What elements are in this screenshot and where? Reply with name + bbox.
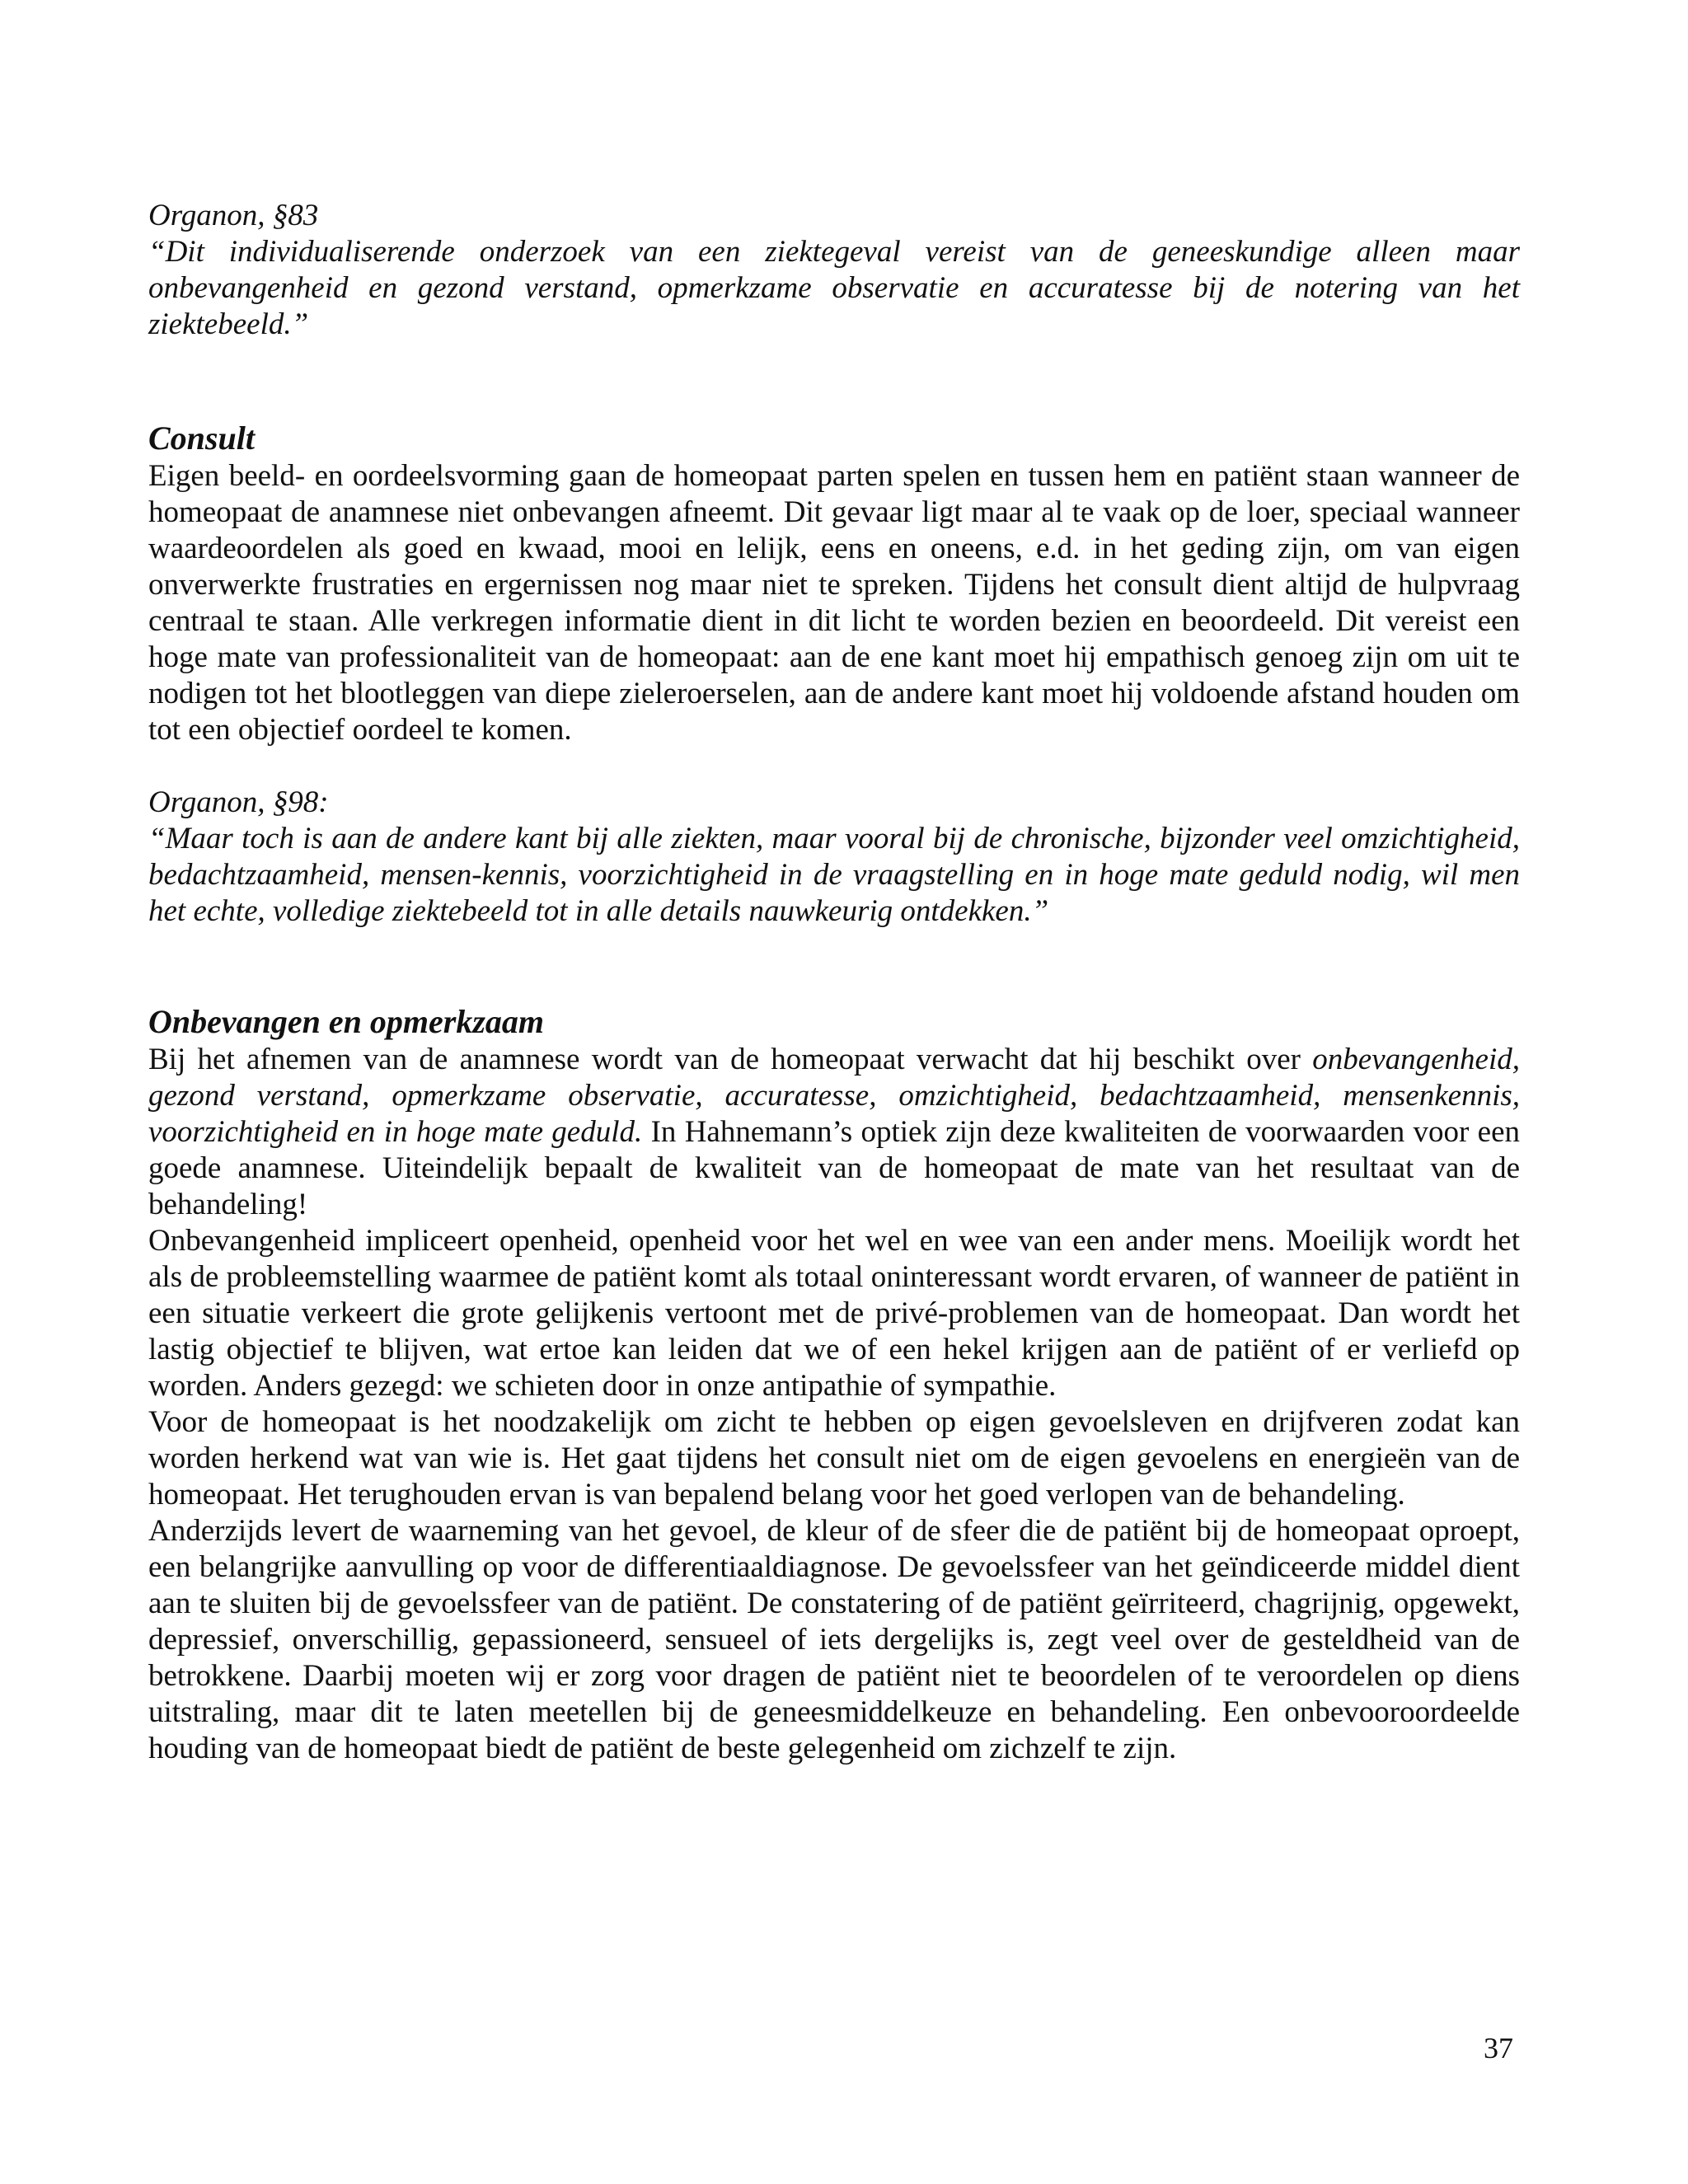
- onbevangen-paragraph-1: [148, 1042, 1520, 1223]
- paragraph-text: In Hahnemann’s optiek zijn deze kwaliteiten de voorwaarden voor een goede anamnese. Uiteindelijk bepaalt de kwaliteit van de homeopaat de mate van het resultaat van de behandeling!: [148, 1115, 1521, 1221]
- consult-paragraph: Eigen beeld- en oordeelsvorming gaan de homeopaat parten spelen en tussen hem en patiënt staan wanneer de homeopaat de anamnese niet onbevangen afneemt. Dit gevaar ligt maar al te vaak op de loer, speciaal wanneer waardeoordelen als goed en kwaad, mooi en lelijk, eens en oneens, e.d. in het geding zijn, om van eigen onverwerkte frustraties en ergernissen nog maar niet te spreken. Tijdens het consult dient altijd de hulpvraag centraal te staan. Alle verkregen informatie dient in dit licht te worden bezien en beoordeeld. Dit vereist een hoge mate van professionaliteit van de homeopaat: aan de ene kant moet hij empathisch genoeg zijn om uit te nodigen tot het blootleggen van diepe zieleroerselen, aan de andere kant moet hij voldoende afstand houden om tot een objectief oordeel te komen.: [148, 459, 1520, 747]
- quote-text: “Dit individualiserende onderzoek van een ziektegeval vereist van de geneeskundige alleen maar onbevangenheid en gezond verstand, opmerkzame observatie en accuratesse bij de notering van het ziektebeeld.”: [148, 235, 1520, 341]
- quote-reference: Organon, §98:: [148, 785, 329, 819]
- quote-reference: Organon, §83: [148, 199, 319, 232]
- quote-text: “Maar toch is aan de andere kant bij alle ziekten, maar vooral bij de chronische, bijzonder veel omzichtigheid, bedachtzaamheid, mensen-kennis, voorzichtigheid in de vraagstelling en in hoge mate geduld nodig, wil men het echte, volledige ziektebeeld tot in alle details nauwkeurig ontdekken.”: [148, 822, 1520, 928]
- onbevangen-paragraph-3: Voor de homeopaat is het noodzakelijk om zicht te hebben op eigen gevoelsleven en drijfveren zodat kan worden herkend wat van wie is. Het gaat tijdens het consult niet om de eigen gevoelens en energieën van de homeopaat. Het terughouden ervan is van bepalend belang voor het goed verlopen van de behandeling.: [148, 1405, 1520, 1511]
- page-number: 37: [1484, 2032, 1513, 2064]
- section-heading-onbevangen: Onbevangen en opmerkzaam: [148, 1003, 544, 1040]
- onbevangen-paragraph-4: Anderzijds levert de waarneming van het gevoel, de kleur of de sfeer die de patiënt bij de homeopaat oproept, een belangrijke aanvulling op voor de differentiaaldiagnose. De gevoelssfeer van het geïndiceerde middel dient aan te sluiten bij de gevoelssfeer van de patiënt. De constatering of de patiënt geïrriteerd, chagrijnig, opgewekt, depressief, onverschillig, gepassioneerd, sensueel of iets dergelijks is, zegt veel over de gesteldheid van de betrokkene. Daarbij moeten wij er zorg voor dragen de patiënt niet te beoordelen of te veroordelen op diens uitstraling, maar dit te laten meetellen bij de geneesmiddelkeuze en behandeling. Een onbevooroordeelde houding van de homeopaat biedt de patiënt de beste gelegenheid om zichzelf te zijn.: [148, 1514, 1520, 1765]
- paragraph-text: Bij het afnemen van de anamnese wordt van de homeopaat verwacht dat hij beschikt over: [148, 1043, 1313, 1076]
- onbevangen-paragraph-2: Onbevangenheid impliceert openheid, openheid voor het wel en wee van een ander mens. Moeilijk wordt het als de probleemstelling waarmee de patiënt komt als totaal oninteressant wordt ervaren, of wanneer de patiënt in een situatie verkeert die grote gelijkenis vertoont met de privé-problemen van de homeopaat. Dan wordt het lastig objectief te blijven, wat ertoe kan leiden dat we of een hekel krijgen aan de patiënt of er verliefd op worden. Anders gezegd: we schieten door in onze antipathie of sympathie.: [148, 1224, 1520, 1403]
- document-page: [148, 198, 1520, 1767]
- paragraph-italic-text: onbevangenheid, gezond verstand, opmerkzame observatie, accuratesse, omzichtigheid, bedachtzaamheid, mensenkennis, voorzichtigheid en in hoge mate geduld.: [148, 1043, 1520, 1149]
- section-heading-consult: Consult: [148, 419, 255, 457]
